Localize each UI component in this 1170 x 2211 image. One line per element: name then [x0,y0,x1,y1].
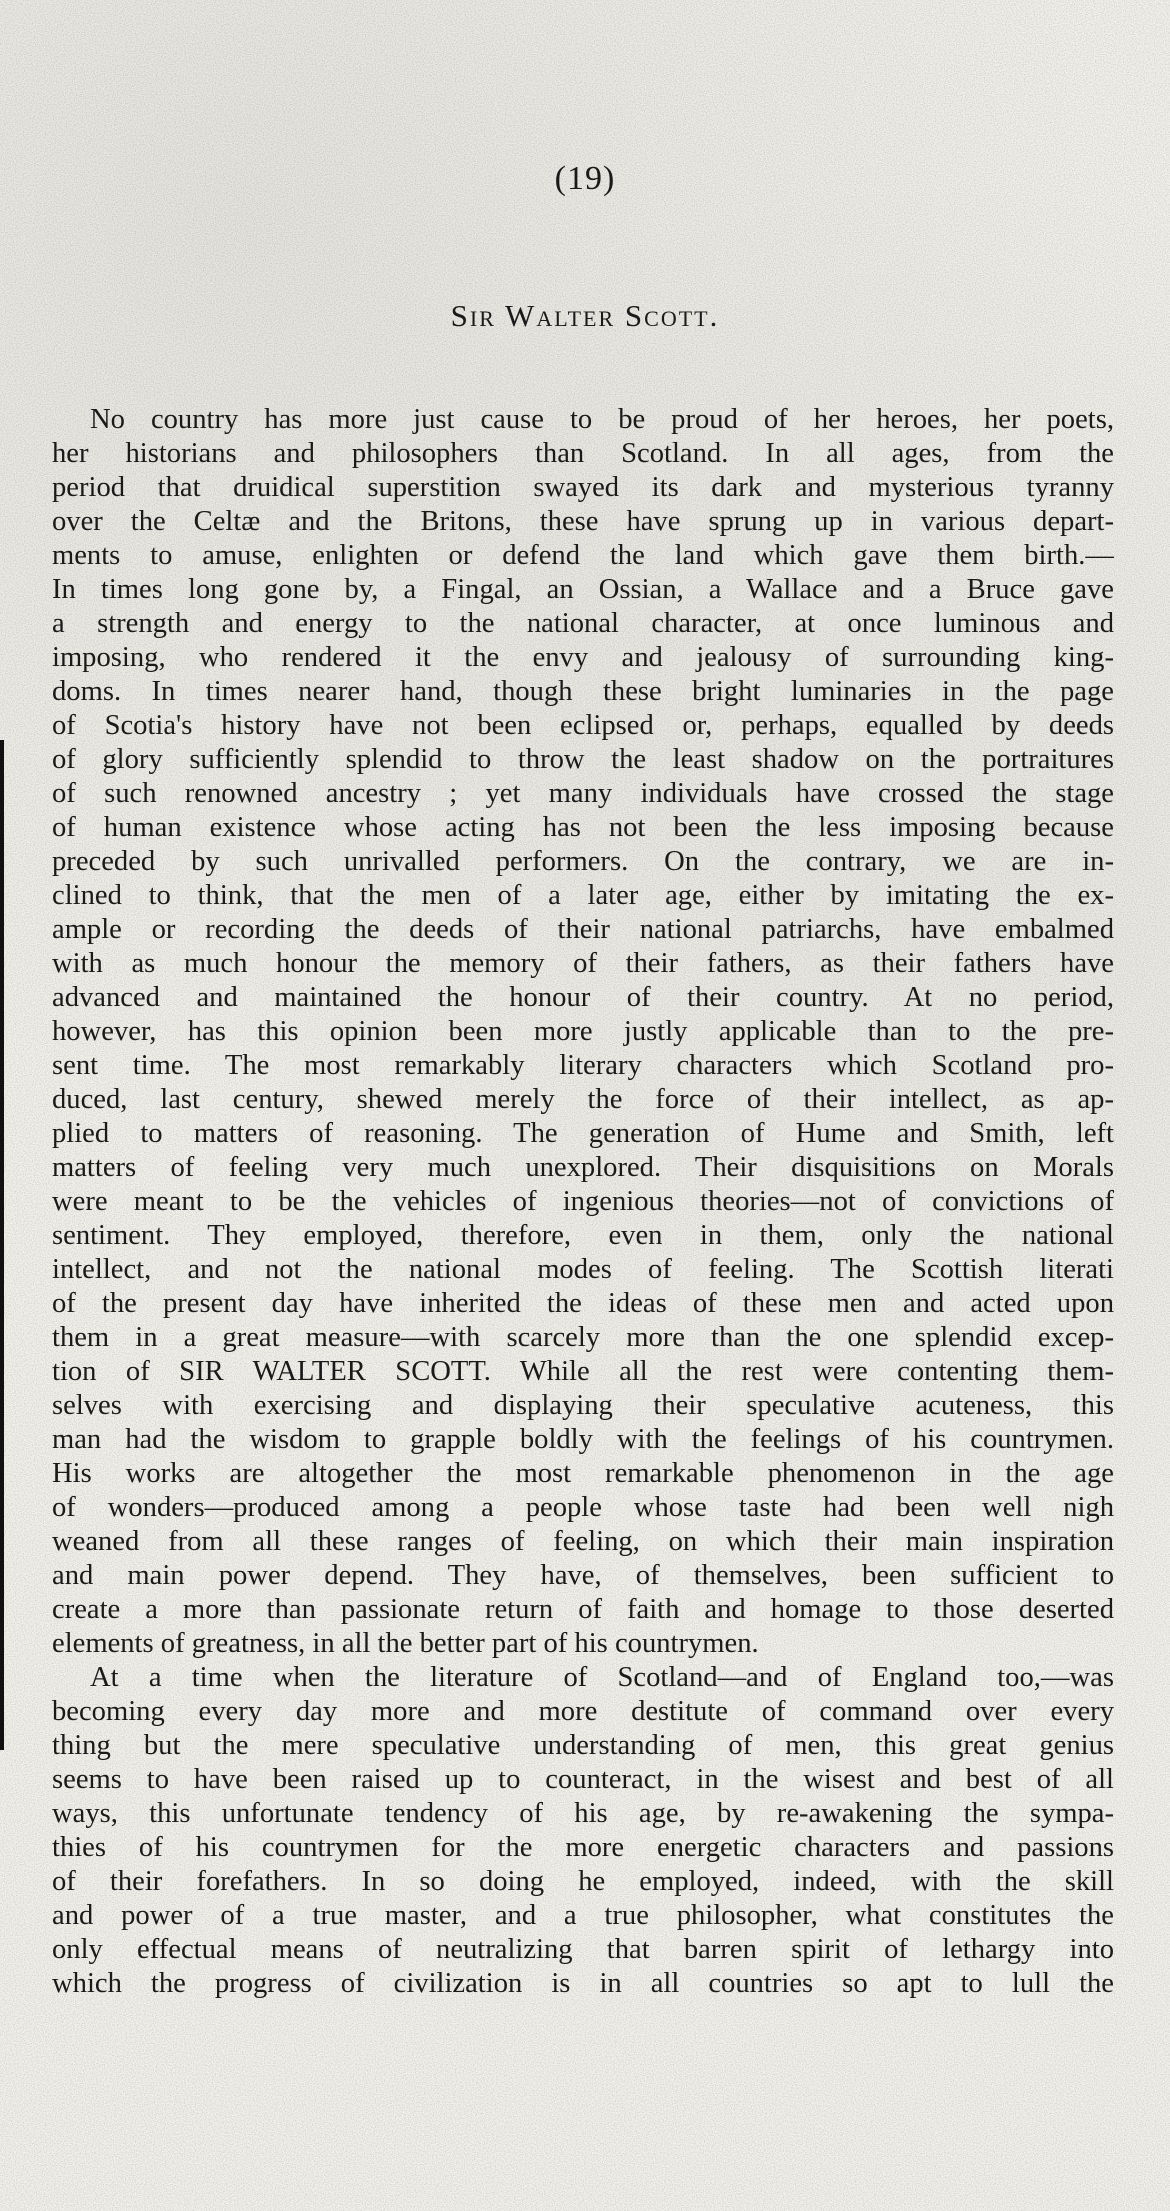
text-line: of glory sufficiently splendid to throw the least shadow on the portraitures [52,744,1114,775]
text-line: sentiment. They employed, therefore, even in them, only the national [52,1220,1114,1251]
page-number: (19) [554,160,616,197]
text-line: of Scotia's history have not been eclipsed or, perhaps, equalled by deeds [52,710,1114,741]
text-line: tion of SIR WALTER SCOTT. While all the rest were contenting them- [52,1356,1114,1387]
text-line: which the progress of civilization is in all countries so apt to lull the [52,1968,1114,1999]
text-line: of such renowned ancestry ; yet many individuals have crossed the stage [52,778,1114,809]
text-line: weaned from all these ranges of feeling, on which their main inspiration [52,1526,1114,1557]
text-line: only effectual means of neutralizing that barren spirit of lethargy into [52,1934,1114,1965]
article-body [52,403,1114,2001]
text-line: over the Celtæ and the Britons, these have sprung up in various depart- [52,506,1114,537]
text-line: intellect, and not the national modes of feeling. The Scottish literati [52,1254,1114,1285]
text-line: plied to matters of reasoning. The generation of Hume and Smith, left [52,1118,1114,1149]
text-line: ways, this unfortunate tendency of his age, by re-awakening the sympa- [52,1798,1114,1829]
text-line: man had the wisdom to grapple boldly with the feelings of his countrymen. [52,1424,1114,1455]
text-line: preceded by such unrivalled performers. On the contrary, we are in- [52,846,1114,877]
text-line: sent time. The most remarkably literary characters which Scotland pro- [52,1050,1114,1081]
text-line: and main power depend. They have, of themselves, been sufficient to [52,1560,1114,1591]
text-line: advanced and maintained the honour of their country. At no period, [52,982,1114,1013]
text-line: duced, last century, shewed merely the force of their intellect, as ap- [52,1084,1114,1115]
text-line: however, has this opinion been more justly applicable than to the pre- [52,1016,1114,1047]
text-line: At a time when the literature of Scotland—and of England too,—was [90,1662,1114,1693]
text-line: were meant to be the vehicles of ingenious theories—not of convictions of [52,1186,1114,1217]
text-line: of their forefathers. In so doing he employed, indeed, with the skill [52,1866,1114,1897]
text-line: In times long gone by, a Fingal, an Ossian, a Wallace and a Bruce gave [52,574,1114,605]
text-line: His works are altogether the most remarkable phenomenon in the age [52,1458,1114,1489]
text-line: create a more than passionate return of faith and homage to those deserted [52,1594,1114,1625]
article-heading: Sir Walter Scott. [450,298,720,333]
text-line: them in a great measure—with scarcely more than the one splendid excep- [52,1322,1114,1353]
text-line: of the present day have inherited the ideas of these men and acted upon [52,1288,1114,1319]
text-line: selves with exercising and displaying their speculative acuteness, this [52,1390,1114,1421]
text-line: and power of a true master, and a true philosopher, what constitutes the [52,1900,1114,1931]
text-line: a strength and energy to the national character, at once luminous and [52,608,1114,639]
text-line: elements of greatness, in all the better part of his countrymen. [52,1628,759,1659]
text-line: clined to think, that the men of a later age, either by imitating the ex- [52,880,1114,911]
text-line: thies of his countrymen for the more energetic characters and passions [52,1832,1114,1863]
text-line: becoming every day more and more destitute of command over every [52,1696,1114,1727]
text-line: imposing, who rendered it the envy and jealousy of surrounding king- [52,642,1114,673]
text-line: matters of feeling very much unexplored. Their disquisitions on Morals [52,1152,1114,1183]
text-line: of wonders—produced among a people whose taste had been well nigh [52,1492,1114,1523]
text-line: with as much honour the memory of their fathers, as their fathers have [52,948,1114,979]
text-line: ments to amuse, enlighten or defend the land which gave them birth.— [52,540,1114,571]
text-line: thing but the mere speculative understanding of men, this great genius [52,1730,1114,1761]
text-line: doms. In times nearer hand, though these bright luminaries in the page [52,676,1114,707]
text-line: her historians and philosophers than Scotland. In all ages, from the [52,438,1114,469]
text-line: period that druidical superstition swayed its dark and mysterious tyranny [52,472,1114,503]
scan-edge-rule [0,740,4,1750]
text-line: ample or recording the deeds of their national patriarchs, have embalmed [52,914,1114,945]
text-line: of human existence whose acting has not been the less imposing because [52,812,1114,843]
text-line: seems to have been raised up to counteract, in the wisest and best of all [52,1764,1114,1795]
text-line: No country has more just cause to be proud of her heroes, her poets, [90,404,1114,435]
